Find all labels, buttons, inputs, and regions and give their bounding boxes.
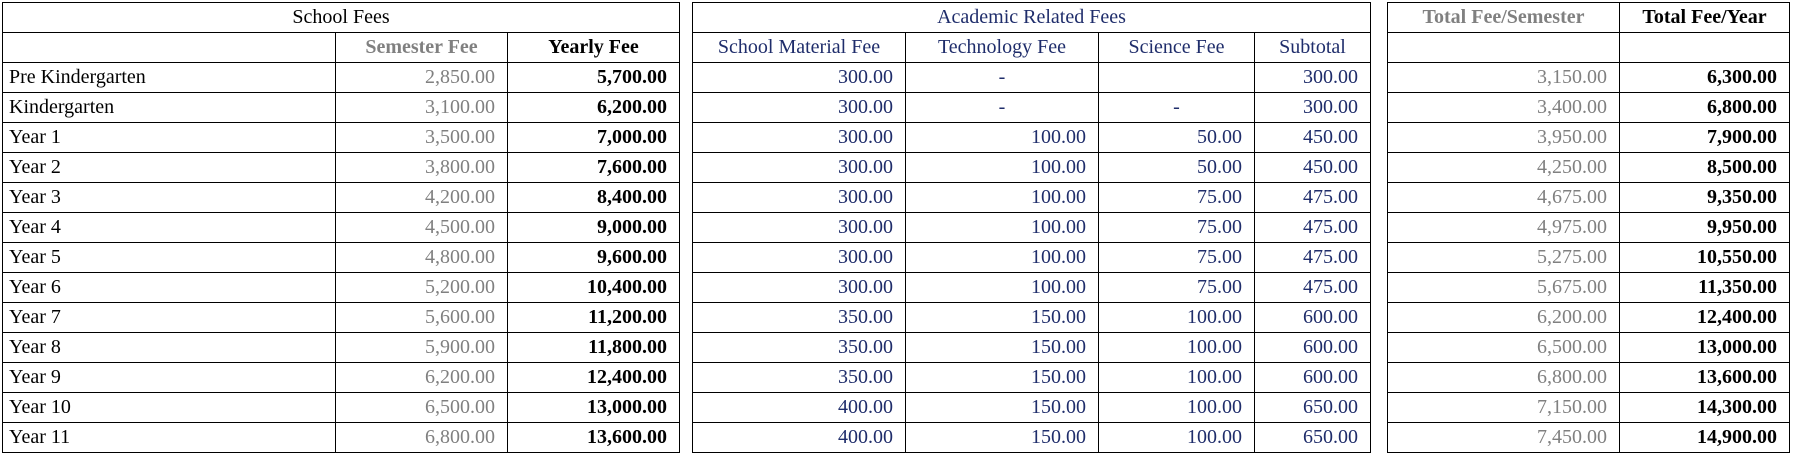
table-row bbox=[693, 93, 1371, 123]
science-fee-cell: 75.00 bbox=[1099, 273, 1255, 303]
totals-blank-row bbox=[1388, 33, 1790, 63]
technology-fee-cell: 100.00 bbox=[906, 243, 1099, 273]
school-fees-header-row bbox=[3, 33, 680, 63]
table-row bbox=[1388, 363, 1790, 393]
semester-fee-cell: 5,200.00 bbox=[336, 273, 508, 303]
table-row bbox=[693, 123, 1371, 153]
technology-fee-cell: 100.00 bbox=[906, 123, 1099, 153]
grade-label: Year 6 bbox=[3, 273, 336, 303]
table-row bbox=[3, 153, 680, 183]
technology-fee-cell: 150.00 bbox=[906, 363, 1099, 393]
table-row bbox=[693, 273, 1371, 303]
grade-label: Kindergarten bbox=[3, 93, 336, 123]
grade-label: Year 1 bbox=[3, 123, 336, 153]
technology-fee-cell: 150.00 bbox=[906, 303, 1099, 333]
total-fee-year-cell: 8,500.00 bbox=[1620, 153, 1790, 183]
header-blank bbox=[3, 33, 336, 63]
yearly-fee-cell: 7,600.00 bbox=[508, 153, 680, 183]
total-fee-year-cell: 14,300.00 bbox=[1620, 393, 1790, 423]
school-material-fee-cell: 350.00 bbox=[693, 303, 906, 333]
grade-label: Year 2 bbox=[3, 153, 336, 183]
table-row bbox=[1388, 183, 1790, 213]
semester-fee-cell: 3,800.00 bbox=[336, 153, 508, 183]
total-fee-year-cell: 10,550.00 bbox=[1620, 243, 1790, 273]
school-material-fee-cell: 300.00 bbox=[693, 123, 906, 153]
total-fee-semester-cell: 4,675.00 bbox=[1388, 183, 1620, 213]
yearly-fee-cell: 6,200.00 bbox=[508, 93, 680, 123]
total-fee-semester-cell: 5,275.00 bbox=[1388, 243, 1620, 273]
subtotal-cell: 475.00 bbox=[1255, 213, 1371, 243]
grade-label: Year 8 bbox=[3, 333, 336, 363]
technology-fee-cell: - bbox=[906, 93, 1099, 123]
header-science-fee: Science Fee bbox=[1099, 33, 1255, 63]
grade-label: Year 10 bbox=[3, 393, 336, 423]
total-fee-semester-cell: 7,150.00 bbox=[1388, 393, 1620, 423]
science-fee-cell: 100.00 bbox=[1099, 393, 1255, 423]
subtotal-cell: 600.00 bbox=[1255, 333, 1371, 363]
table-row bbox=[693, 393, 1371, 423]
grade-label: Year 11 bbox=[3, 423, 336, 453]
academic-fees-table bbox=[692, 2, 1371, 453]
table-row bbox=[1388, 423, 1790, 453]
total-fee-year-cell: 11,350.00 bbox=[1620, 273, 1790, 303]
table-row bbox=[693, 243, 1371, 273]
table-row bbox=[1388, 273, 1790, 303]
subtotal-cell: 650.00 bbox=[1255, 423, 1371, 453]
subtotal-cell: 475.00 bbox=[1255, 273, 1371, 303]
table-row bbox=[3, 213, 680, 243]
table-row bbox=[3, 423, 680, 453]
school-material-fee-cell: 350.00 bbox=[693, 363, 906, 393]
total-fee-semester-cell: 3,950.00 bbox=[1388, 123, 1620, 153]
science-fee-cell: 50.00 bbox=[1099, 153, 1255, 183]
total-fee-year-cell: 7,900.00 bbox=[1620, 123, 1790, 153]
technology-fee-cell: 150.00 bbox=[906, 423, 1099, 453]
science-fee-cell: 75.00 bbox=[1099, 243, 1255, 273]
semester-fee-cell: 3,100.00 bbox=[336, 93, 508, 123]
total-fee-year-cell: 12,400.00 bbox=[1620, 303, 1790, 333]
school-material-fee-cell: 300.00 bbox=[693, 213, 906, 243]
subtotal-cell: 475.00 bbox=[1255, 243, 1371, 273]
totals-header-row bbox=[1388, 3, 1790, 33]
grade-label: Year 4 bbox=[3, 213, 336, 243]
semester-fee-cell: 6,200.00 bbox=[336, 363, 508, 393]
grade-label: Year 5 bbox=[3, 243, 336, 273]
academic-fees-caption-row bbox=[693, 3, 1371, 33]
science-fee-cell: - bbox=[1099, 93, 1255, 123]
header-technology-fee: Technology Fee bbox=[906, 33, 1099, 63]
technology-fee-cell: - bbox=[906, 63, 1099, 93]
yearly-fee-cell: 11,200.00 bbox=[508, 303, 680, 333]
total-fee-semester-cell: 6,800.00 bbox=[1388, 363, 1620, 393]
table-row bbox=[3, 333, 680, 363]
table-row bbox=[3, 273, 680, 303]
grade-label: Pre Kindergarten bbox=[3, 63, 336, 93]
science-fee-cell: 75.00 bbox=[1099, 183, 1255, 213]
semester-fee-cell: 6,800.00 bbox=[336, 423, 508, 453]
table-row bbox=[3, 393, 680, 423]
header-total-fee-year: Total Fee/Year bbox=[1620, 3, 1790, 33]
science-fee-cell: 50.00 bbox=[1099, 123, 1255, 153]
yearly-fee-cell: 10,400.00 bbox=[508, 273, 680, 303]
subtotal-cell: 450.00 bbox=[1255, 153, 1371, 183]
header-semester-fee: Semester Fee bbox=[336, 33, 508, 63]
technology-fee-cell: 150.00 bbox=[906, 333, 1099, 363]
semester-fee-cell: 4,800.00 bbox=[336, 243, 508, 273]
semester-fee-cell: 5,600.00 bbox=[336, 303, 508, 333]
total-fee-semester-cell: 4,250.00 bbox=[1388, 153, 1620, 183]
semester-fee-cell: 2,850.00 bbox=[336, 63, 508, 93]
science-fee-cell bbox=[1099, 63, 1255, 93]
total-fee-semester-cell: 3,400.00 bbox=[1388, 93, 1620, 123]
technology-fee-cell: 100.00 bbox=[906, 213, 1099, 243]
table-row bbox=[1388, 153, 1790, 183]
science-fee-cell: 75.00 bbox=[1099, 213, 1255, 243]
table-row bbox=[3, 183, 680, 213]
total-fee-semester-cell: 5,675.00 bbox=[1388, 273, 1620, 303]
yearly-fee-cell: 13,000.00 bbox=[508, 393, 680, 423]
table-row bbox=[693, 153, 1371, 183]
table-row bbox=[1388, 393, 1790, 423]
subtotal-cell: 600.00 bbox=[1255, 363, 1371, 393]
semester-fee-cell: 4,200.00 bbox=[336, 183, 508, 213]
header-yearly-fee: Yearly Fee bbox=[508, 33, 680, 63]
school-material-fee-cell: 300.00 bbox=[693, 243, 906, 273]
school-material-fee-cell: 300.00 bbox=[693, 183, 906, 213]
yearly-fee-cell: 5,700.00 bbox=[508, 63, 680, 93]
table-row bbox=[693, 303, 1371, 333]
semester-fee-cell: 3,500.00 bbox=[336, 123, 508, 153]
total-fee-year-cell: 6,300.00 bbox=[1620, 63, 1790, 93]
total-fee-year-cell: 13,600.00 bbox=[1620, 363, 1790, 393]
subtotal-cell: 300.00 bbox=[1255, 63, 1371, 93]
school-fees-caption-row bbox=[3, 3, 680, 33]
yearly-fee-cell: 11,800.00 bbox=[508, 333, 680, 363]
total-fee-semester-cell: 3,150.00 bbox=[1388, 63, 1620, 93]
yearly-fee-cell: 12,400.00 bbox=[508, 363, 680, 393]
yearly-fee-cell: 8,400.00 bbox=[508, 183, 680, 213]
technology-fee-cell: 100.00 bbox=[906, 273, 1099, 303]
academic-fees-header-row bbox=[693, 33, 1371, 63]
subtotal-cell: 650.00 bbox=[1255, 393, 1371, 423]
school-material-fee-cell: 400.00 bbox=[693, 393, 906, 423]
total-fee-year-cell: 9,950.00 bbox=[1620, 213, 1790, 243]
total-fee-year-cell: 14,900.00 bbox=[1620, 423, 1790, 453]
table-row bbox=[1388, 303, 1790, 333]
technology-fee-cell: 150.00 bbox=[906, 393, 1099, 423]
school-material-fee-cell: 400.00 bbox=[693, 423, 906, 453]
table-row bbox=[693, 213, 1371, 243]
subtotal-cell: 475.00 bbox=[1255, 183, 1371, 213]
school-material-fee-cell: 300.00 bbox=[693, 63, 906, 93]
yearly-fee-cell: 9,600.00 bbox=[508, 243, 680, 273]
header-total-fee-semester: Total Fee/Semester bbox=[1388, 3, 1620, 33]
science-fee-cell: 100.00 bbox=[1099, 333, 1255, 363]
table-row bbox=[1388, 123, 1790, 153]
table-row bbox=[3, 243, 680, 273]
table-row bbox=[1388, 93, 1790, 123]
total-fee-semester-cell: 6,500.00 bbox=[1388, 333, 1620, 363]
totals-table bbox=[1387, 2, 1790, 453]
table-row bbox=[3, 123, 680, 153]
technology-fee-cell: 100.00 bbox=[906, 153, 1099, 183]
school-fees-caption: School Fees bbox=[3, 3, 680, 33]
school-fees-table bbox=[2, 2, 680, 453]
grade-label: Year 3 bbox=[3, 183, 336, 213]
table-row bbox=[1388, 333, 1790, 363]
blank-cell bbox=[1388, 33, 1620, 63]
total-fee-year-cell: 13,000.00 bbox=[1620, 333, 1790, 363]
header-subtotal: Subtotal bbox=[1255, 33, 1371, 63]
table-row bbox=[3, 93, 680, 123]
table-row bbox=[3, 363, 680, 393]
semester-fee-cell: 4,500.00 bbox=[336, 213, 508, 243]
table-row bbox=[693, 423, 1371, 453]
total-fee-semester-cell: 4,975.00 bbox=[1388, 213, 1620, 243]
subtotal-cell: 450.00 bbox=[1255, 123, 1371, 153]
school-material-fee-cell: 300.00 bbox=[693, 273, 906, 303]
semester-fee-cell: 5,900.00 bbox=[336, 333, 508, 363]
total-fee-year-cell: 9,350.00 bbox=[1620, 183, 1790, 213]
technology-fee-cell: 100.00 bbox=[906, 183, 1099, 213]
science-fee-cell: 100.00 bbox=[1099, 363, 1255, 393]
science-fee-cell: 100.00 bbox=[1099, 303, 1255, 333]
school-material-fee-cell: 300.00 bbox=[693, 153, 906, 183]
total-fee-semester-cell: 6,200.00 bbox=[1388, 303, 1620, 333]
table-row bbox=[3, 63, 680, 93]
subtotal-cell: 300.00 bbox=[1255, 93, 1371, 123]
total-fee-semester-cell: 7,450.00 bbox=[1388, 423, 1620, 453]
table-row bbox=[693, 183, 1371, 213]
blank-cell bbox=[1620, 33, 1790, 63]
table-row bbox=[3, 303, 680, 333]
table-row bbox=[1388, 213, 1790, 243]
yearly-fee-cell: 7,000.00 bbox=[508, 123, 680, 153]
semester-fee-cell: 6,500.00 bbox=[336, 393, 508, 423]
header-school-material-fee: School Material Fee bbox=[693, 33, 906, 63]
school-material-fee-cell: 350.00 bbox=[693, 333, 906, 363]
yearly-fee-cell: 13,600.00 bbox=[508, 423, 680, 453]
table-row bbox=[1388, 243, 1790, 273]
total-fee-year-cell: 6,800.00 bbox=[1620, 93, 1790, 123]
academic-fees-caption: Academic Related Fees bbox=[693, 3, 1371, 33]
grade-label: Year 9 bbox=[3, 363, 336, 393]
table-row bbox=[693, 363, 1371, 393]
grade-label: Year 7 bbox=[3, 303, 336, 333]
school-material-fee-cell: 300.00 bbox=[693, 93, 906, 123]
table-row bbox=[693, 333, 1371, 363]
yearly-fee-cell: 9,000.00 bbox=[508, 213, 680, 243]
science-fee-cell: 100.00 bbox=[1099, 423, 1255, 453]
table-row bbox=[693, 63, 1371, 93]
subtotal-cell: 600.00 bbox=[1255, 303, 1371, 333]
table-row bbox=[1388, 63, 1790, 93]
